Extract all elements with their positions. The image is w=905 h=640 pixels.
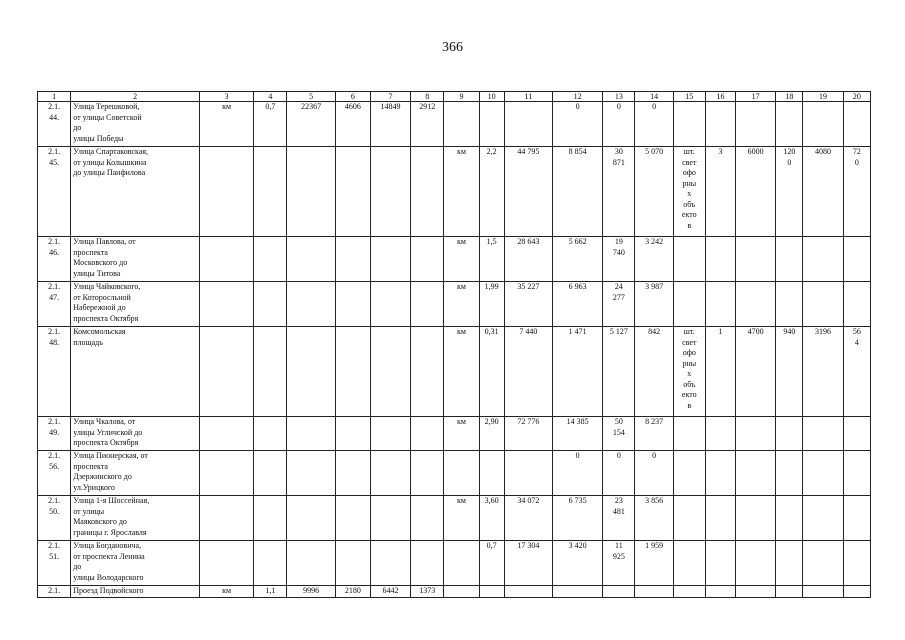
table-cell [705, 237, 735, 282]
table-cell [254, 496, 287, 541]
table-row [38, 586, 871, 598]
table-cell: 2912 [411, 102, 444, 147]
table-cell: 3 856 [635, 496, 673, 541]
table-cell: 44 795 [504, 147, 552, 237]
table-cell [199, 451, 253, 496]
table-cell: 120 0 [776, 147, 803, 237]
table-cell: 3 420 [552, 541, 602, 586]
table-cell [335, 417, 370, 451]
table-cell [552, 586, 602, 598]
table-cell [254, 417, 287, 451]
table-cell [705, 417, 735, 451]
table-cell [736, 237, 776, 282]
table-cell: 2,90 [479, 417, 504, 451]
column-header: 17 [736, 92, 776, 102]
street-name-cell: Улица 1-я Шоссейная, от улицы Маяковского до границы г. Ярославля [71, 496, 200, 541]
table-cell [335, 451, 370, 496]
table-cell [370, 327, 410, 417]
column-header: 8 [411, 92, 444, 102]
table-cell: 8 854 [552, 147, 602, 237]
table-cell: км [199, 102, 253, 147]
table-cell: 0 [603, 451, 635, 496]
table-cell [736, 496, 776, 541]
table-cell: 0 [603, 102, 635, 147]
table-cell [254, 147, 287, 237]
table-cell: 4080 [803, 147, 843, 237]
column-header: 1 [38, 92, 71, 102]
table-cell [287, 327, 335, 417]
table-cell [843, 496, 870, 541]
table-cell: км [444, 147, 479, 237]
table-cell: 1,5 [479, 237, 504, 282]
table-cell [411, 496, 444, 541]
table-cell [370, 541, 410, 586]
table-cell [411, 541, 444, 586]
column-header: 20 [843, 92, 870, 102]
table-cell [199, 496, 253, 541]
table-cell: 0 [552, 451, 602, 496]
column-header: 13 [603, 92, 635, 102]
table-cell [254, 541, 287, 586]
table-row [38, 451, 871, 496]
table-row [38, 147, 871, 237]
table-cell [444, 451, 479, 496]
table-cell [736, 102, 776, 147]
table-cell [479, 586, 504, 598]
table-cell [673, 541, 705, 586]
table-cell: 11 925 [603, 541, 635, 586]
table-cell [776, 102, 803, 147]
table-cell: 2.1. 51. [38, 541, 71, 586]
column-header: 12 [552, 92, 602, 102]
table-cell: 4700 [736, 327, 776, 417]
table-cell: 72 776 [504, 417, 552, 451]
table-cell: 6000 [736, 147, 776, 237]
data-table [37, 91, 871, 598]
table-cell [370, 147, 410, 237]
table-cell [803, 102, 843, 147]
table-cell: км [444, 496, 479, 541]
table-cell: 2,2 [479, 147, 504, 237]
table-cell: 1373 [411, 586, 444, 598]
table-cell: 2.1. 56. [38, 451, 71, 496]
table-cell [370, 451, 410, 496]
table-cell: 1,99 [479, 282, 504, 327]
table-cell [254, 282, 287, 327]
table-cell [370, 496, 410, 541]
table-cell [504, 102, 552, 147]
street-name-cell: Улица Спартаковская, от улицы Колышкина до улицы Панфилова [71, 147, 200, 237]
column-header: 2 [71, 92, 200, 102]
table-cell [803, 496, 843, 541]
table-cell [287, 282, 335, 327]
table-cell: 1 471 [552, 327, 602, 417]
table-cell: шт. свет офо рны х объ екто в [673, 147, 705, 237]
table-cell [335, 496, 370, 541]
street-name-cell: Улица Павлова, от проспекта Московского до улицы Титова [71, 237, 200, 282]
table-cell: 2.1. 46. [38, 237, 71, 282]
table-cell: 35 227 [504, 282, 552, 327]
table-cell: 9996 [287, 586, 335, 598]
column-header: 5 [287, 92, 335, 102]
table-cell [705, 282, 735, 327]
table-cell: км [199, 586, 253, 598]
table-cell [776, 282, 803, 327]
column-header: 19 [803, 92, 843, 102]
table-cell: 34 072 [504, 496, 552, 541]
table-cell [776, 496, 803, 541]
table-cell: 3 987 [635, 282, 673, 327]
table-cell [254, 237, 287, 282]
table-cell: 28 643 [504, 237, 552, 282]
table-cell: 2.1. [38, 586, 71, 598]
table-cell: 6 963 [552, 282, 602, 327]
column-header: 6 [335, 92, 370, 102]
table-cell [843, 541, 870, 586]
table-cell [603, 586, 635, 598]
table-cell [335, 282, 370, 327]
table-cell: 1 959 [635, 541, 673, 586]
table-cell [287, 541, 335, 586]
column-header: 18 [776, 92, 803, 102]
table-cell [776, 586, 803, 598]
table-cell [736, 451, 776, 496]
table-cell [673, 282, 705, 327]
table-cell [411, 282, 444, 327]
table-cell: 6 735 [552, 496, 602, 541]
table-cell: 2.1. 45. [38, 147, 71, 237]
table-cell: 14 385 [552, 417, 602, 451]
table-row [38, 541, 871, 586]
table-cell [287, 417, 335, 451]
table-cell [199, 147, 253, 237]
table-cell [673, 102, 705, 147]
table-cell: 56 4 [843, 327, 870, 417]
table-cell [673, 451, 705, 496]
table-cell: 3,60 [479, 496, 504, 541]
table-cell [705, 496, 735, 541]
table-cell: 24 277 [603, 282, 635, 327]
table-cell [254, 451, 287, 496]
table-cell [479, 102, 504, 147]
table-cell [803, 417, 843, 451]
column-header: 16 [705, 92, 735, 102]
table-cell [287, 451, 335, 496]
table-cell: 72 0 [843, 147, 870, 237]
table-cell [843, 451, 870, 496]
table-cell: км [444, 327, 479, 417]
table-cell [705, 586, 735, 598]
table-cell [803, 541, 843, 586]
table-cell [504, 451, 552, 496]
table-cell [411, 451, 444, 496]
table-cell [776, 237, 803, 282]
table-cell [287, 237, 335, 282]
table-cell [736, 541, 776, 586]
table-cell [705, 102, 735, 147]
table-cell [843, 102, 870, 147]
page-number: 366 [442, 40, 463, 55]
table-cell: 19 740 [603, 237, 635, 282]
table-cell [843, 586, 870, 598]
table-cell [776, 417, 803, 451]
table-cell: км [444, 282, 479, 327]
table-cell [843, 237, 870, 282]
table-cell [335, 541, 370, 586]
table-cell [411, 147, 444, 237]
table-cell: 4606 [335, 102, 370, 147]
table-cell [776, 541, 803, 586]
table-header-row [38, 92, 871, 102]
table-cell [370, 417, 410, 451]
table-cell: 0,7 [479, 541, 504, 586]
table-cell: 17 304 [504, 541, 552, 586]
column-header: 3 [199, 92, 253, 102]
table-cell: 2.1. 44. [38, 102, 71, 147]
table-cell [673, 237, 705, 282]
table-cell: 50 154 [603, 417, 635, 451]
table-cell [673, 417, 705, 451]
table-cell [287, 147, 335, 237]
table-row [38, 417, 871, 451]
table-cell: 0 [635, 451, 673, 496]
table-cell [504, 586, 552, 598]
table-cell [370, 282, 410, 327]
table-row [38, 282, 871, 327]
table-cell: 22367 [287, 102, 335, 147]
table-cell [705, 451, 735, 496]
table-cell [199, 541, 253, 586]
table-cell: 5 127 [603, 327, 635, 417]
table-cell: 5 070 [635, 147, 673, 237]
street-name-cell: Проезд Подвойского [71, 586, 200, 598]
table-cell: 2.1. 50. [38, 496, 71, 541]
column-header: 14 [635, 92, 673, 102]
table-cell: 2180 [335, 586, 370, 598]
table-cell: 5 662 [552, 237, 602, 282]
table-cell [803, 237, 843, 282]
table-cell [335, 147, 370, 237]
table-cell: 3 [705, 147, 735, 237]
table-cell: шт. свет офо рны х объ екто в [673, 327, 705, 417]
table-cell [803, 586, 843, 598]
table-cell: 1,1 [254, 586, 287, 598]
table-cell [199, 237, 253, 282]
table-cell: км [444, 417, 479, 451]
street-name-cell: Улица Богдановича, от проспекта Ленина до улицы Володарского [71, 541, 200, 586]
table-row [38, 237, 871, 282]
table-cell: 3196 [803, 327, 843, 417]
street-name-cell: Улица Пионерская, от проспекта Дзержинского до ул.Урицкого [71, 451, 200, 496]
table-cell [736, 586, 776, 598]
column-header: 15 [673, 92, 705, 102]
table-cell [411, 237, 444, 282]
table-cell [803, 451, 843, 496]
table-cell: 842 [635, 327, 673, 417]
street-name-cell: Улица Чайковского, от Которосльной Набережной до проспекта Октября [71, 282, 200, 327]
table-cell [199, 417, 253, 451]
table-cell [199, 282, 253, 327]
table-cell [803, 282, 843, 327]
table-cell [370, 237, 410, 282]
table-cell [199, 327, 253, 417]
column-header: 10 [479, 92, 504, 102]
table-cell [736, 417, 776, 451]
table-row [38, 102, 871, 147]
table-cell: 2.1. 47. [38, 282, 71, 327]
table-cell [776, 451, 803, 496]
table-cell: 7 440 [504, 327, 552, 417]
table-cell: 0 [635, 102, 673, 147]
table-cell [254, 327, 287, 417]
table-cell [705, 541, 735, 586]
table-cell [843, 282, 870, 327]
table-cell: 3 242 [635, 237, 673, 282]
table-cell [635, 586, 673, 598]
table-cell [843, 417, 870, 451]
table-cell: 1 [705, 327, 735, 417]
table-cell [335, 237, 370, 282]
table-cell [287, 496, 335, 541]
column-header: 9 [444, 92, 479, 102]
table-cell [444, 102, 479, 147]
table-cell [411, 417, 444, 451]
column-header: 7 [370, 92, 410, 102]
table-cell: 940 [776, 327, 803, 417]
table-cell: км [444, 237, 479, 282]
table-cell [411, 327, 444, 417]
table-cell: 23 481 [603, 496, 635, 541]
table-cell [673, 496, 705, 541]
table-cell: 8 237 [635, 417, 673, 451]
table-cell: 0,7 [254, 102, 287, 147]
table-row [38, 327, 871, 417]
table-cell: 0 [552, 102, 602, 147]
table-cell: 2.1. 48. [38, 327, 71, 417]
street-name-cell: Комсомольская площадь [71, 327, 200, 417]
table-row [38, 496, 871, 541]
table-cell: 6442 [370, 586, 410, 598]
table-cell [444, 586, 479, 598]
column-header: 11 [504, 92, 552, 102]
table-cell [444, 541, 479, 586]
table-cell: 30 871 [603, 147, 635, 237]
street-name-cell: Улица Чкалова, от улицы Угличской до проспекта Октября [71, 417, 200, 451]
table-cell [479, 451, 504, 496]
table-cell: 14849 [370, 102, 410, 147]
table-cell [736, 282, 776, 327]
table-cell: 0,31 [479, 327, 504, 417]
column-header: 4 [254, 92, 287, 102]
street-name-cell: Улица Терешковой, от улицы Советской до улицы Победы [71, 102, 200, 147]
table-cell [335, 327, 370, 417]
table-cell [673, 586, 705, 598]
table-cell: 2.1. 49. [38, 417, 71, 451]
